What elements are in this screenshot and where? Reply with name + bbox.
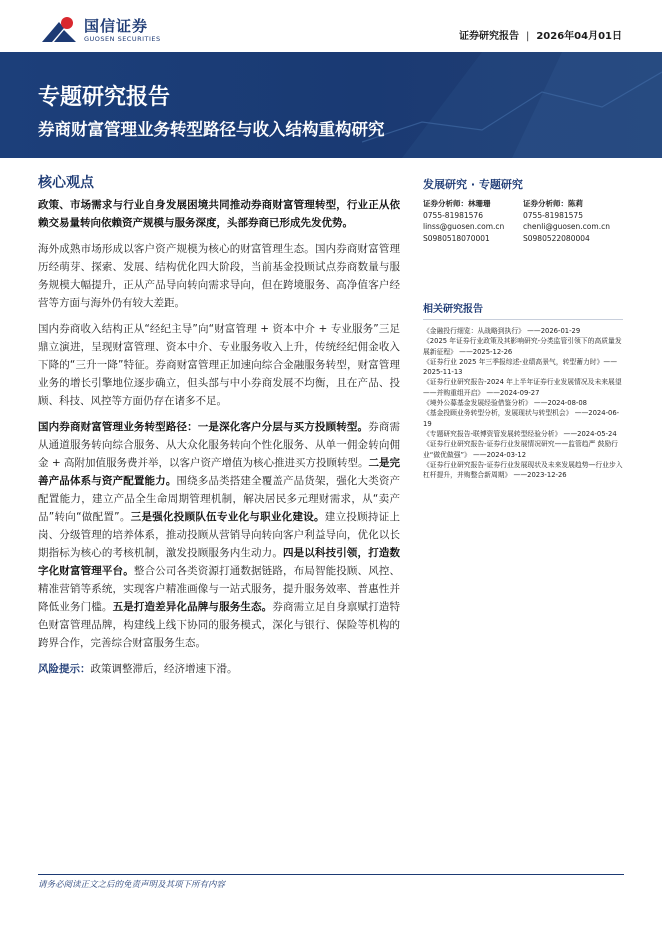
path-intro: 国内券商财富管理业务转型路径： xyxy=(38,421,198,433)
lead-text: 政策、市场需求与行业自身发展困境共同推动券商财富管理转型，行业正从依赖交易量转向依赖资产规模与服务深度，头部券商已形成先发优势。 xyxy=(38,199,400,229)
path-3-text: 建立投顾持证上岗、分级管理的培养体系，推动投顾从营销导向转向客户利益导向，优化以长期指标为核心的考核机制，激发投顾服务内生动力。 xyxy=(38,511,401,559)
related-report-item[interactable]: 《证券行业 2025 年三季报综述-业绩高景气，转型蓄力时》——2025-11-13 xyxy=(423,357,617,377)
sidebar xyxy=(423,176,623,480)
report-title: 专题研究报告 xyxy=(38,85,171,110)
analyst-cert: S0980522080004 xyxy=(523,233,590,243)
logo-text: 国信证券 xyxy=(84,17,149,35)
related-report-item[interactable]: 《金融投行细览：从战略到执行》 ——2026-01-29 xyxy=(423,327,581,335)
risk-text: 政策调整滞后，经济增速下滑。 xyxy=(90,663,238,675)
path-1-text: 券商需从通道服务转向综合服务、从大众化服务转向个性化服务、从单一佣金转向佣金 + 高附加值服务费并举，以客户资产增值为核心推进买方投顾转型。 xyxy=(38,421,401,469)
path-5-title: 五是打造差异化品牌与服务生态。 xyxy=(112,601,273,613)
analyst-cert: S0980518070001 xyxy=(423,233,490,243)
analyst-email[interactable]: chenli@guosen.com.cn xyxy=(523,222,610,231)
risk-warning xyxy=(38,660,400,678)
analyst-card xyxy=(523,198,633,244)
analyst-block xyxy=(423,198,623,298)
report-type: 证券研究报告 xyxy=(458,31,519,42)
paragraph-revenue: 国内券商收入结构正从“经纪主导”向“财富管理 + 资本中介 + 专业服务”三足鼎立演进，呈现财富管理、资本中介、专业服务收入上升，传统经纪佣金收入下降的“三升一降”特征。券商财富管理正加速向综合金融服务转型，财富管理业务的增长引擎地位逐步确立，但头部与中小券商发展不均衡，且在产品、投顾、科技、风控等方面仍存在诸多不足。 xyxy=(38,323,400,407)
banner-decoration xyxy=(362,52,662,158)
disclaimer-note: 请务必阅读正文之后的免责声明及其项下所有内容 xyxy=(38,880,226,890)
path-2-text: 围绕多品类搭建全覆盖产品货架，强化大类资产配置能力，建立产品全生命周期管理机制，解决居民多元理财需求，从“卖产品”转向“做配置”。 xyxy=(38,475,401,523)
report-date: 2026年04月01日 xyxy=(536,31,622,42)
page-header xyxy=(0,0,662,52)
analyst-name: 林珊珊 xyxy=(468,199,491,208)
analyst-title: 证券分析师：林珊珊 xyxy=(423,199,491,208)
sidebar-heading: 发展研究 · 专题研究 xyxy=(423,178,523,191)
path-4-text: 整合公司各类资源打通数据链路，布局智能投顾、风控、精准营销等系统，实现客户精准画像与一站式服务，提升服务效率、普惠性并降低业务门槛。 xyxy=(38,565,401,613)
path-2-title: 二是完善产品体系与资产配置能力。 xyxy=(38,457,401,487)
risk-label: 风险提示： xyxy=(38,663,91,675)
related-report-item[interactable]: 《专题研究报告-联博资管发展转型经验分析》 ——2024-05-24 xyxy=(423,429,617,438)
path-1-title: 一是深化客户分层与买方投顾转型。 xyxy=(197,421,369,433)
related-report-item[interactable]: 《证券行业研究报告-证券行业发展情况研究——监管趋严 鼓励行业“做优做强”》 ——2024-03-12 xyxy=(423,440,618,459)
analyst-title: 证券分析师：陈莉 xyxy=(523,199,583,208)
core-views-section xyxy=(38,172,400,678)
analyst-email[interactable]: linss@guosen.com.cn xyxy=(423,222,505,231)
footer-divider xyxy=(38,874,624,875)
paragraph-overseas: 海外成熟市场形成以客户资产规模为核心的财富管理生态。国内券商财富管理历经萌芽、探索、发展、结构优化四大阶段，当前基金投顾试点券商数量与服务规模大幅提升，正从产品导向转向需求导向，但在跨境服务、高净值客户经营等方面与海外仍有较大差距。 xyxy=(38,243,400,309)
related-reports-heading: 相关研究报告 xyxy=(423,300,623,320)
analyst-card xyxy=(423,198,533,244)
path-5-text: 券商需立足自身禀赋打造特色财富管理品牌，构建线上线下协同的服务模式，深化与银行、保险等机构的跨界合作，完善综合财富服务生态。 xyxy=(38,601,401,649)
path-3-title: 三是强化投顾队伍专业化与职业化建设。 xyxy=(130,511,325,523)
path-4-title: 四是以科技引领，打造数字化财富管理平台。 xyxy=(38,547,400,577)
header-meta xyxy=(459,27,622,42)
section-heading: 核心观点 xyxy=(38,175,94,191)
analyst-phone: 0755-81981576 xyxy=(423,210,483,220)
related-report-item[interactable]: 《境外公募基金发展经验借鉴分析》 ——2024-08-08 xyxy=(423,399,588,408)
related-report-item[interactable]: 《2025 年证券行业政策及其影响研究-分类监管引领下的高质量发展新征程》 ——2025-12-26 xyxy=(423,337,622,356)
lead-paragraph xyxy=(38,196,400,232)
company-logo xyxy=(40,14,180,48)
paragraph-paths xyxy=(38,418,400,652)
related-report-item[interactable]: 《基金投顾业务转型分析，发展现状与转型机会》 ——2024-06-19 xyxy=(423,409,620,428)
title-banner xyxy=(0,52,662,158)
related-report-item[interactable]: 《证券行业研究报告-2024 年上半年证券行业发展情况及未来展望——并购重组开启》 ——2024-09-27 xyxy=(423,378,622,397)
related-reports-list xyxy=(423,326,623,480)
related-report-item[interactable]: 《证券行业研究报告-证券行业发展现状及未来发展趋势—行业步入杠杆提升，并购整合新周期》 ——2023-12-26 xyxy=(423,460,623,480)
analyst-phone: 0755-81981575 xyxy=(523,210,583,220)
analyst-name: 陈莉 xyxy=(568,199,583,208)
header-separator: | xyxy=(525,31,530,42)
report-subtitle: 券商财富管理业务转型路径与收入结构重构研究 xyxy=(38,120,385,139)
logo-english: GUOSEN SECURITIES xyxy=(84,35,161,43)
logo-mark-icon xyxy=(40,14,78,44)
